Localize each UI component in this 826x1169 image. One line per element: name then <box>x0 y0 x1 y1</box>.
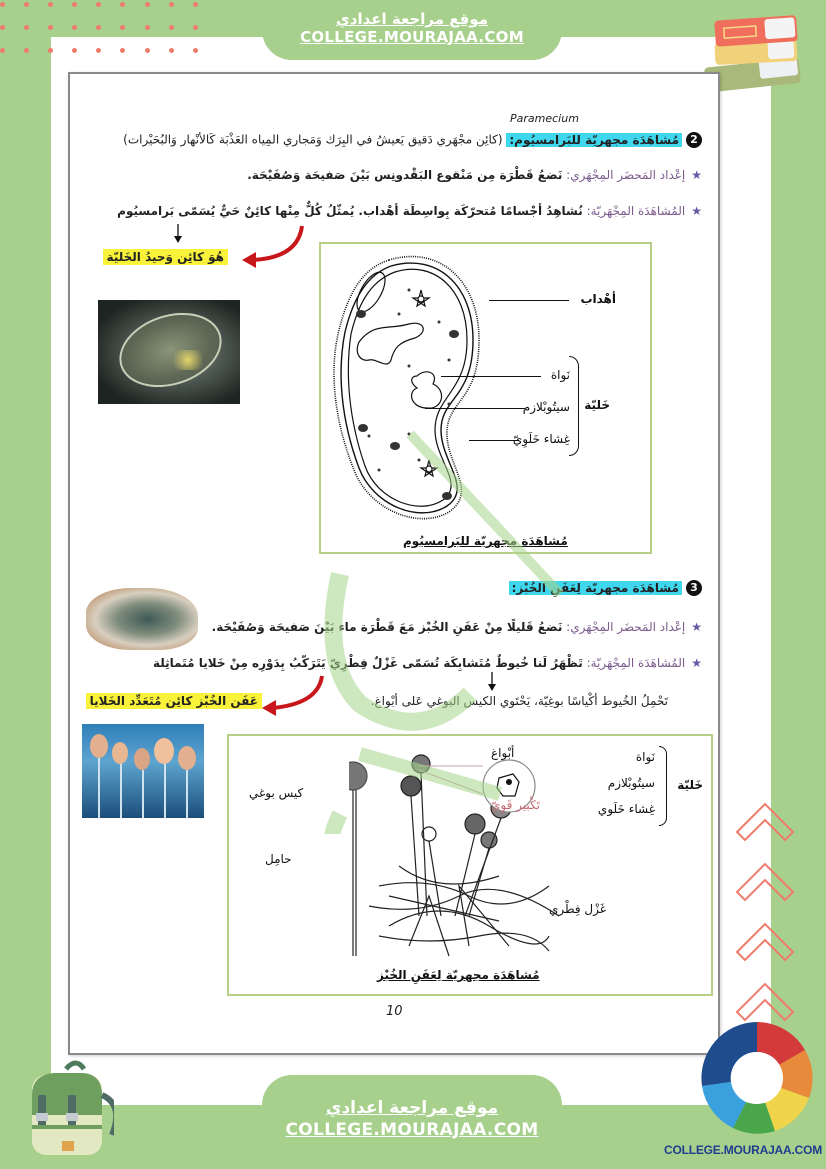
site-logo-ring-icon[interactable] <box>694 1020 820 1136</box>
label-membrane: غِشاء خَلَوِيّ <box>512 432 570 446</box>
multicellular-callout: عَفَن الخُبْز كائِن مُتَعَدِّد الخَلايا <box>86 693 262 709</box>
label-magnification: تَكْبير قَوِيّ <box>491 798 540 812</box>
logo-caption[interactable]: COLLEGE.MOURAJAA.COM <box>664 1143 823 1157</box>
label-cytoplasm: سيتُوبْلازم <box>607 776 655 790</box>
down-arrow-icon <box>172 224 184 244</box>
cell-brace <box>659 746 667 826</box>
paramecium-photo <box>98 300 240 404</box>
section2-title: مُشاهَدَة مجهريّة للبَرامسيُوم: <box>506 133 682 147</box>
watermark-calligraphy <box>300 374 600 834</box>
page-number: 10 <box>386 1004 403 1019</box>
section3-line-3: تَحْمِلُ الخُيوط أكْياسًا بوغِيّة، يَحْتَوي الكيس البوغي عَلى أبْواغ. <box>370 694 668 708</box>
section2-bullet-2 <box>117 204 702 218</box>
label-nucleus: نَواة <box>550 368 570 382</box>
bullet-label: المُشاهَدَة المِجْهَريّة: <box>586 656 686 670</box>
label-mycelium: غَزْل فِطْري <box>549 902 607 916</box>
site-banner-top[interactable] <box>262 0 562 60</box>
label-cell: خَليّة <box>584 398 610 412</box>
site-name-arabic[interactable]: موقع مراجعة اعدادي <box>336 10 488 28</box>
site-name-arabic[interactable]: موقع مراجعة اعدادي <box>325 1098 499 1118</box>
section2-title-note: (كائِن مجْهَري دَقيق يَعيشُ في البِرَك وَمَجاري المِياه العَذْبَة كَالأنْهار وَالبُحَيْرات) <box>123 132 503 147</box>
star-bullet-icon: ★ <box>691 168 702 182</box>
section3-title: مُشاهَدَة مجهريّة لِعَفَنِ الخُبْز: <box>509 581 682 595</box>
cilia-pointer <box>489 300 569 301</box>
label-cilia: أهْداب <box>580 292 616 306</box>
section2-bullet-1 <box>247 168 702 182</box>
label-stalk: حامِل <box>265 852 292 866</box>
label-cytoplasm: سيتُوبْلازم <box>522 400 570 414</box>
label-membrane: غِشاء خَلَوي <box>597 802 655 816</box>
site-banner-bottom[interactable] <box>262 1075 562 1169</box>
star-bullet-icon: ★ <box>691 620 702 634</box>
star-bullet-icon: ★ <box>691 204 702 218</box>
section2-heading <box>123 132 702 148</box>
site-url[interactable]: COLLEGE.MOURAJAA.COM <box>300 28 524 46</box>
worksheet-page <box>68 72 720 1055</box>
red-curved-arrow-icon <box>240 224 310 269</box>
decorative-dots <box>0 0 200 55</box>
section2-callout <box>103 250 228 264</box>
unicellular-callout: هُوَ كائِن وَحيدُ الخَليّة <box>103 249 228 265</box>
bread-mold-photo <box>82 724 204 818</box>
section-number-badge: 3 <box>686 580 702 596</box>
label-nucleus: نَواة <box>635 750 655 764</box>
label-sporangium: كيس بوغي <box>249 786 304 800</box>
label-cell: خَليّة <box>677 778 703 792</box>
bullet-text: نَضعُ قَطْرَة مِن مَنْقوع البَقْدونِس بَيْنَ صَفيحَة وَصُفَيْحَة. <box>247 168 563 182</box>
bullet-text: نَضعُ قَليلًا مِنْ عَفَنِ الخُبْز مَعَ قَطْرَة ماء بَيْنَ صَفيحَة وَصُفَيْحَة. <box>211 620 563 634</box>
section3-callout <box>86 694 262 708</box>
bullet-label: إعْداد المَحضَر المِجْهَري: <box>566 620 686 634</box>
bullet-label: إعْداد المَحضَر المِجْهَري: <box>566 168 686 182</box>
frame-left <box>0 0 51 1169</box>
backpack-icon <box>14 1055 114 1155</box>
bullet-text: نُشاهِدُ أجْسامًا مُتحرّكَة بِواسِطَة أهْداب. يُمثّلُ كُلٌّ مِنْها كائِنٌ حَيٌّ يُسَمّى بَرامسيُوم <box>117 204 583 218</box>
bullet-label: المُشاهَدَة المِجْهَريّة: <box>586 204 686 218</box>
site-url[interactable]: COLLEGE.MOURAJAA.COM <box>285 1120 539 1140</box>
section-number-badge: 2 <box>686 132 702 148</box>
moldy-bread-photo <box>86 588 198 650</box>
bullet-text: تَظْهَرُ لَنا خُيوطٌ مُتَشابِكَة تُسَمّى غَزْلٌ فِطْرِيّ يَتَرَكّبُ بِدَوْرِه مِنْ خَلايا مُتَماثِلة <box>152 656 583 670</box>
chevron-decoration-icon <box>735 792 795 1032</box>
bread-mold-figure-caption: مُشاهَدَة مجهريّة لِعَفَنِ الخُبْز <box>377 968 540 982</box>
star-bullet-icon: ★ <box>691 656 702 670</box>
paramecium-figure-caption: مُشاهَدَة مجهريّة للبَرامسيُوم <box>403 534 568 548</box>
label-spores: أبْواغ <box>491 746 515 760</box>
paramecium-latin-label: Paramecium <box>510 112 579 125</box>
